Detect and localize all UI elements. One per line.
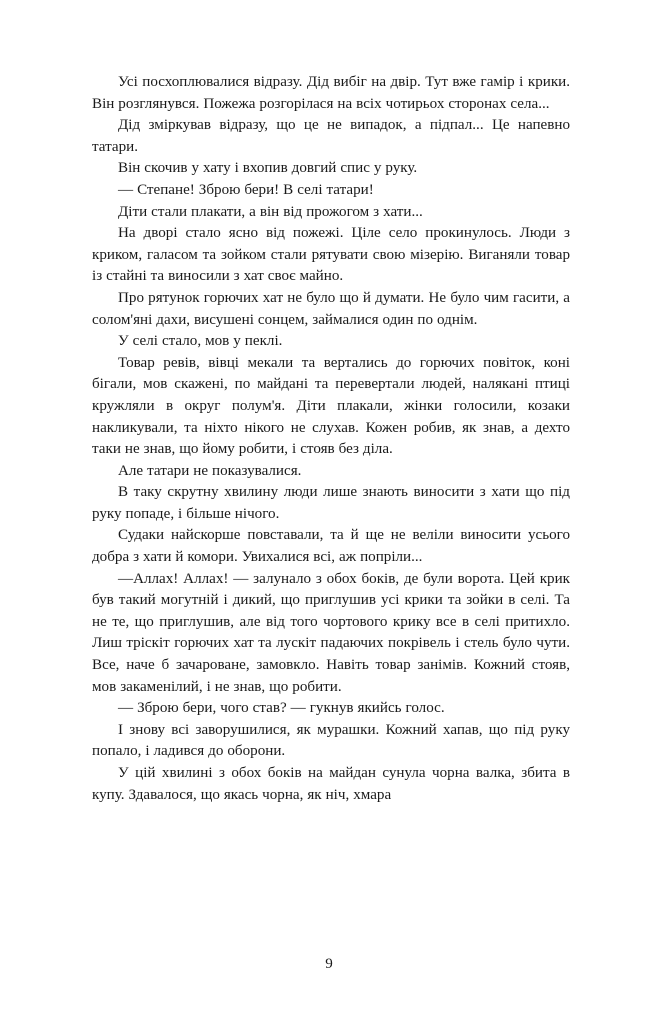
paragraph: Але татари не показувалися. bbox=[118, 462, 302, 479]
page-text-block bbox=[92, 72, 570, 806]
paragraph: Товар ревів, вівці мекали та вертались до горючих повіток, коні бігали, мов скажені, по майдані та перевертали людей, налякані птиці кружляли в округ полум'я. Діти плакали, жінки голосили, козаки накликували, та ніхто нікого не слухав. Кожен робив, як знав, а дехто таки не знав, що йому робити, і стояв без діла. bbox=[92, 354, 570, 458]
paragraph: І знову всі заворушилися, як мурашки. Кожний хапав, що під руку попало, і ладився до оборони. bbox=[92, 721, 570, 760]
paragraph: Судаки найскорше повставали, та й ще не веліли виносити усього добра з хати й комори. Увихалися всі, аж попріли... bbox=[92, 527, 570, 566]
paragraph: У цій хвилині з обох боків на майдан сунула чорна валка, збита в купу. Здавалося, що якась чорна, як ніч, хмара bbox=[92, 765, 570, 803]
paragraph: Діти стали плакати, а вiн вiд прожогом з хати... bbox=[118, 203, 423, 220]
paragraph: Усі посхоплювалися відразу. Дід вибіг на двір. Тут вже гамір і крики. Він розглянувся. Пожежа розгорілася на всіх чотирьох сторонах села... bbox=[92, 74, 570, 112]
paragraph: У селі стало, мов у пеклі. bbox=[118, 333, 283, 350]
page-number: 9 bbox=[325, 956, 333, 972]
paragraph: Дід зміркував відразу, що це не випадок, а підпал... Це напевно татари. bbox=[92, 117, 570, 155]
paragraph: — Зброю бери, чого став? — гукнув якийсь голос. bbox=[118, 700, 445, 717]
paragraph: На дворі стало ясно від пожежі. Ціле село прокинулось. Люди з криком, галасом та зойком стали рятувати свою мізерію. Виганяли товар із стайні та виносили з хат своє майно. bbox=[92, 225, 570, 285]
paragraph: В таку скрутну хвилину люди лише знають виносити з хати що під руку попаде, і більше нічого. bbox=[92, 484, 570, 522]
paragraph: Про рятунок горючих хат не було що й думати. Не було чим гасити, а солом'яні дахи, висушені сонцем, займалися один по однім. bbox=[92, 289, 570, 328]
paragraph: —Аллах! Аллах! — залунало з обох боків, де були ворота. Цей крик був такий могутній і дикий, що приглушив усі крики та зойки в селі. Та не те, що приглушив, але від того чортового крику все в селі притихло. Лиш тріскіт горючих хат та лускіт падаючих покрівель і стель було чути. Все, наче б зачароване, замовкло. Навіть товар занімів. Кожний стояв, мов закаменілий, і не знав, що робити. bbox=[92, 570, 570, 695]
paragraph: Він скочив у хату і вхопив довгий спис у руку. bbox=[118, 160, 418, 177]
paragraph: — Степане! Зброю бери! В селі татари! bbox=[118, 181, 374, 198]
